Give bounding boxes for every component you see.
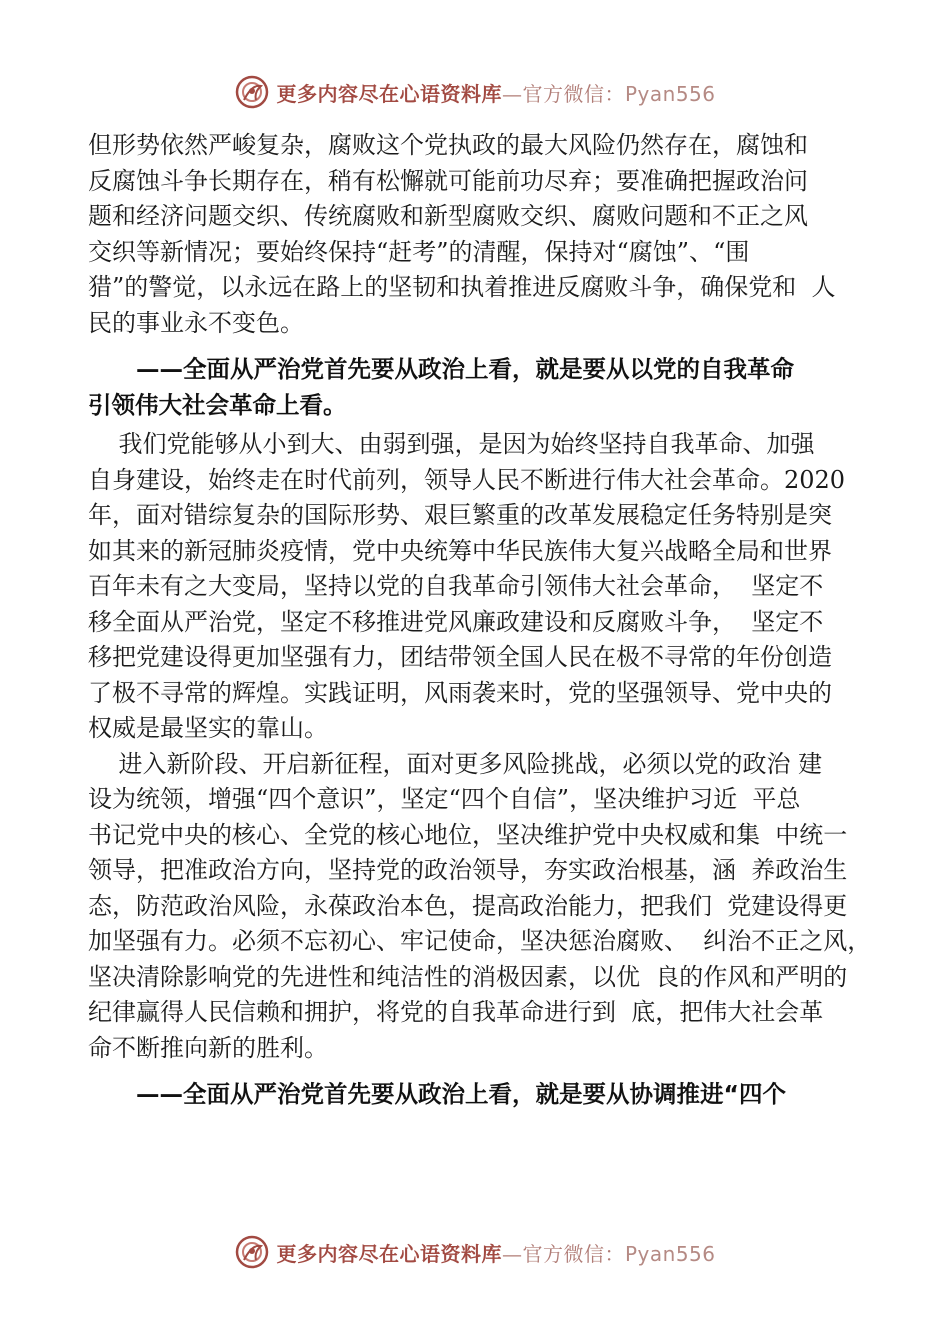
section-heading-2: ——全面从严治党首先要从政治上看，就是要从协调推进“四个	[136, 1080, 786, 1108]
text-line: 命不断推向新的胜利。	[88, 1033, 328, 1062]
text-line: 书记党中央的核心、全党的核心地位，坚决维护党中央权威和集 中统一	[88, 820, 848, 849]
section-heading-1-cont: 引领伟大社会革命上看。	[88, 391, 347, 419]
watermark-header	[0, 72, 950, 112]
watermark-text: 更多内容尽在心语资料库—官方微信：Pyan556	[276, 1241, 716, 1266]
text-line: 反腐蚀斗争长期存在，稍有松懈就可能前功尽弃；要准确把握政治问	[88, 166, 808, 195]
text-line: 民的事业永不变色。	[88, 308, 304, 337]
text-line: 纪律赢得人民信赖和拥护，将党的自我革命进行到 底，把伟大社会革	[88, 998, 824, 1026]
rose-seal-icon	[234, 74, 270, 110]
rose-seal-icon	[234, 1234, 270, 1270]
section-heading-1: ——全面从严治党首先要从政治上看，就是要从以党的自我革命	[136, 355, 794, 383]
text-line: 如其来的新冠肺炎疫情，党中央统筹中华民族伟大复兴战略全局和世界	[88, 536, 832, 565]
paragraph-3	[88, 747, 880, 1067]
text-line: 移全面从严治党，坚定不移推进党风廉政建设和反腐败斗争， 坚定不	[88, 607, 824, 636]
text-line: 猎”的警觉，以永远在路上的坚韧和执着推进反腐败斗争，确保党和 人	[88, 273, 836, 301]
text-line: 题和经济问题交织、传统腐败和新型腐败交织、腐败问题和不正之风	[88, 202, 808, 230]
text-line: 了极不寻常的辉煌。实践证明，风雨袭来时，党的坚强领导、党中央的	[88, 678, 832, 707]
paragraph-1	[88, 128, 880, 341]
text-line: 百年未有之大变局，坚持以党的自我革命引领伟大社会革命， 坚定不	[88, 572, 824, 600]
paragraph-2	[88, 427, 880, 747]
text-line: 进入新阶段、开启新征程，面对更多风险挑战，必须以党的政治 建	[88, 749, 823, 778]
text-line: 态，防范政治风险，永葆政治本色，提高政治能力，把我们 党建设得更	[88, 891, 848, 920]
text-line: 我们党能够从小到大、由弱到强，是因为始终坚持自我革命、加强	[88, 430, 815, 458]
text-line: 自身建设，始终走在时代前列，领导人民不断进行伟大社会革命。2020	[88, 465, 846, 494]
document-body	[88, 128, 880, 1112]
text-line: 权威是最坚实的靠山。	[88, 714, 328, 742]
watermark-footer	[0, 1232, 950, 1272]
watermark-text: 更多内容尽在心语资料库—官方微信：Pyan556	[276, 81, 716, 106]
text-line: 但形势依然严峻复杂，腐败这个党执政的最大风险仍然存在，腐蚀和	[88, 131, 808, 159]
text-line: 交织等新情况；要始终保持“赶考”的清醒，保持对“腐蚀”、“围	[88, 237, 750, 266]
text-line: 年，面对错综复杂的国际形势、艰巨繁重的改革发展稳定任务特别是突	[88, 501, 832, 529]
text-line: 坚决清除影响党的先进性和纯洁性的消极因素，以优 良的作风和严明的	[88, 962, 848, 991]
text-line: 加坚强有力。必须不忘初心、牢记使命，坚决惩治腐败、 纠治不正之风，	[88, 927, 872, 955]
text-line: 领导，把准政治方向，坚持党的政治领导，夯实政治根基，涵 养政治生	[88, 856, 848, 884]
text-line: 设为统领，增强“四个意识”，坚定“四个自信”，坚决维护习近 平总	[88, 785, 801, 813]
text-line: 移把党建设得更加坚强有力，团结带领全国人民在极不寻常的年份创造	[88, 643, 832, 671]
